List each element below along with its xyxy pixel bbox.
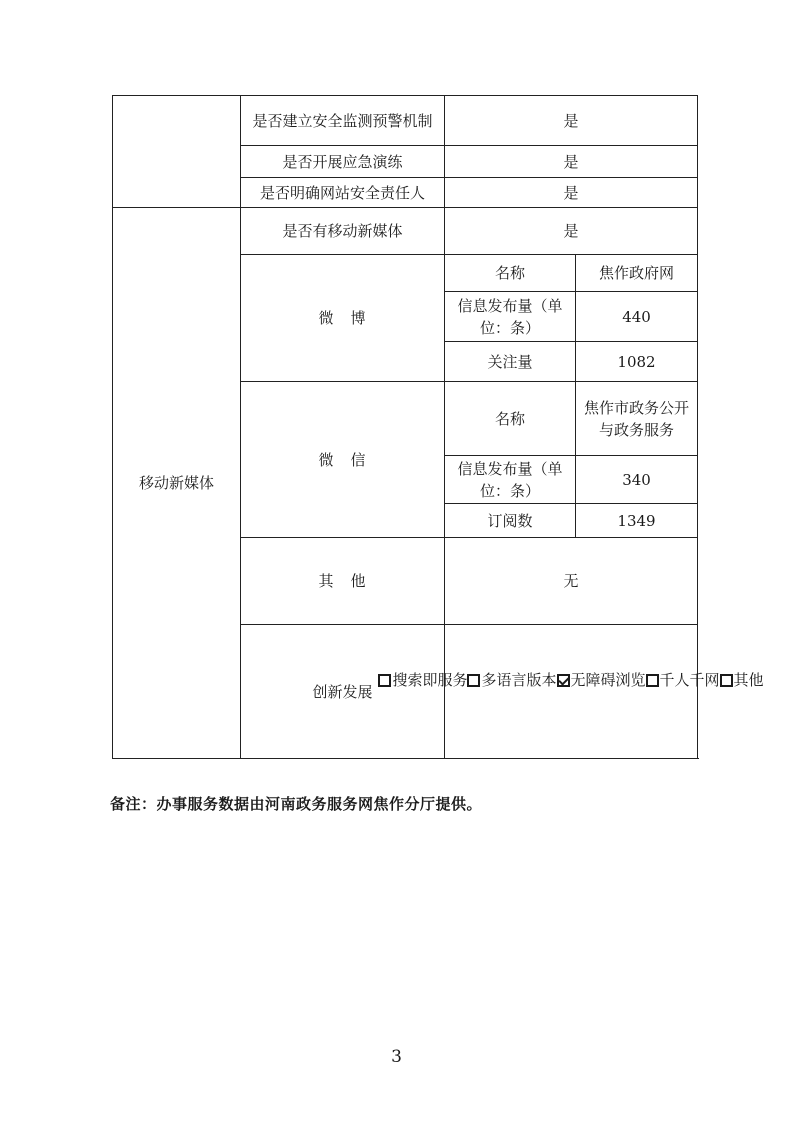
weibo-follow-value: 1082 — [576, 342, 698, 382]
monitoring-warning-label: 是否建立安全监测预警机制 — [241, 96, 445, 146]
option-accessibility[interactable]: 无障碍浏览 — [557, 669, 646, 691]
option-personalized-web[interactable]: 千人千网 — [646, 669, 720, 691]
weixin-name-value: 焦作市政务公开与政务服务 — [576, 382, 698, 456]
weibo-posts-label: 信息发布量（单位：条） — [445, 292, 576, 342]
other-label: 其 他 — [241, 538, 445, 625]
has-mobile-media-value: 是 — [445, 208, 698, 255]
security-responsible-label: 是否明确网站安全责任人 — [241, 178, 445, 208]
security-section-cell — [113, 96, 241, 208]
other-value: 无 — [445, 538, 698, 625]
checkbox-unchecked-icon[interactable] — [720, 674, 733, 687]
checkbox-unchecked-icon[interactable] — [467, 674, 480, 687]
weixin-posts-label: 信息发布量（单位：条） — [445, 456, 576, 504]
option-other[interactable]: 其他 — [720, 669, 764, 691]
weixin-name-label: 名称 — [445, 382, 576, 456]
weixin-label: 微 信 — [241, 382, 445, 538]
emergency-drill-label: 是否开展应急演练 — [241, 146, 445, 178]
weibo-name-label: 名称 — [445, 255, 576, 292]
has-mobile-media-label: 是否有移动新媒体 — [241, 208, 445, 255]
weixin-sub-value: 1349 — [576, 504, 698, 538]
footnote: 备注：办事服务数据由河南政务服务网焦作分厅提供。 — [110, 795, 483, 813]
weibo-name-value: 焦作政府网 — [576, 255, 698, 292]
weixin-posts-value: 340 — [576, 456, 698, 504]
mobile-media-section-label: 移动新媒体 — [113, 208, 241, 759]
weibo-posts-value: 440 — [576, 292, 698, 342]
weibo-follow-label: 关注量 — [445, 342, 576, 382]
option-search-service[interactable]: 搜索即服务 — [378, 669, 467, 691]
checkbox-unchecked-icon[interactable] — [378, 674, 391, 687]
emergency-drill-value: 是 — [445, 146, 698, 178]
website-security-table — [112, 95, 764, 759]
weixin-sub-label: 订阅数 — [445, 504, 576, 538]
weibo-label: 微 博 — [241, 255, 445, 382]
checkbox-checked-icon[interactable] — [557, 674, 570, 687]
option-multilingual[interactable]: 多语言版本 — [467, 669, 556, 691]
monitoring-warning-value: 是 — [445, 96, 698, 146]
checkbox-unchecked-icon[interactable] — [646, 674, 659, 687]
innovation-options-cell — [392, 625, 764, 759]
security-responsible-value: 是 — [445, 178, 698, 208]
innovation-section-label: 创新发展 — [241, 625, 445, 759]
page-number: 3 — [391, 1047, 402, 1067]
innovation-checkbox-list — [392, 669, 764, 691]
